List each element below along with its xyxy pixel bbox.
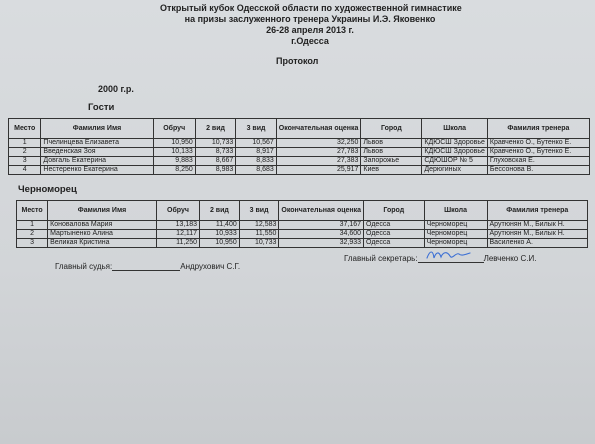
cell-place: 3 — [17, 239, 48, 248]
judge-name: Андрухович С.Г. — [180, 262, 241, 271]
cell-v2: 8,983 — [195, 166, 236, 175]
cell-v3: 8,833 — [236, 157, 277, 166]
cell-hoop: 11,250 — [156, 239, 199, 248]
cell-coach: Кравченко О., Бутенко Е. — [487, 139, 589, 148]
cell-total: 27,783 — [276, 148, 361, 157]
group-title-chernomorets: Черноморец — [18, 184, 77, 195]
table-header-row — [17, 201, 588, 221]
header-line-2: на призы заслуженного тренера Украины И.Э. Яковенко — [184, 14, 436, 24]
col-hoop: Обруч — [156, 201, 199, 221]
cell-total: 32,250 — [276, 139, 361, 148]
col-school: Школа — [422, 119, 487, 139]
cell-total: 37,167 — [279, 221, 364, 230]
cell-name: Нестеренко Екатерина — [41, 166, 153, 175]
col-total: Окончательная оценка — [279, 201, 364, 221]
cell-place: 3 — [9, 157, 41, 166]
cell-place: 2 — [9, 148, 41, 157]
cell-total: 25,917 — [276, 166, 361, 175]
cell-total: 34,600 — [279, 230, 364, 239]
cell-school: КДЮСШ Здоровье — [422, 139, 487, 148]
table-row — [17, 221, 588, 230]
table-row — [17, 230, 588, 239]
cell-name: Великая Кристина — [48, 239, 157, 248]
col-place: Место — [9, 119, 41, 139]
group-title-guests: Гости — [88, 102, 115, 113]
col-name: Фамилия Имя — [41, 119, 153, 139]
cell-v3: 12,583 — [239, 221, 279, 230]
cell-school: Черноморец — [424, 230, 487, 239]
cell-school: КДЮСШ Здоровье — [422, 148, 487, 157]
header-line-3: 26-28 апреля 2013 г. — [266, 25, 354, 35]
cell-v3: 10,733 — [239, 239, 279, 248]
cell-v2: 11,400 — [200, 221, 240, 230]
cell-v3: 10,567 — [236, 139, 277, 148]
cell-v2: 8,667 — [195, 157, 236, 166]
cell-school: СДЮШОР № 5 — [422, 157, 487, 166]
col-hoop: Обруч — [153, 119, 195, 139]
col-coach: Фамилия тренера — [487, 201, 587, 221]
cell-hoop: 12,117 — [156, 230, 199, 239]
cell-v3: 8,683 — [236, 166, 277, 175]
cell-name: Введенская Зоя — [41, 148, 153, 157]
header-line-4: г.Одесса — [291, 36, 329, 46]
cell-city: Одесса — [364, 221, 425, 230]
cell-hoop: 10,950 — [153, 139, 195, 148]
cell-v2: 10,933 — [200, 230, 240, 239]
year-group: 2000 г.р. — [98, 84, 134, 94]
col-name: Фамилия Имя — [48, 201, 157, 221]
cell-hoop: 9,883 — [153, 157, 195, 166]
col-city: Город — [364, 201, 425, 221]
cell-coach: Василенко А. — [487, 239, 587, 248]
cell-coach: Кравченко О., Бутенко Е. — [487, 148, 589, 157]
cell-coach: Арутюнян М., Билык Н. — [487, 221, 587, 230]
results-table-chernomorets — [16, 200, 588, 248]
secretary-label: Главный секретарь: — [344, 254, 418, 263]
protocol-title: Протокол — [276, 56, 319, 66]
col-v3: 3 вид — [236, 119, 277, 139]
cell-city: Львов — [361, 148, 422, 157]
judge-label: Главный судья: — [55, 262, 113, 271]
cell-city: Львов — [361, 139, 422, 148]
cell-total: 27,383 — [276, 157, 361, 166]
document-header — [160, 3, 460, 47]
cell-school: Черноморец — [424, 221, 487, 230]
cell-coach: Бессонова В. — [487, 166, 589, 175]
cell-name: Мартыненко Алина — [48, 230, 157, 239]
cell-school: Дерюгиных — [422, 166, 487, 175]
cell-v2: 8,733 — [195, 148, 236, 157]
cell-school: Черноморец — [424, 239, 487, 248]
col-total: Окончательная оценка — [276, 119, 361, 139]
table-row — [17, 239, 588, 248]
cell-v3: 8,917 — [236, 148, 277, 157]
cell-place: 1 — [17, 221, 48, 230]
cell-place: 1 — [9, 139, 41, 148]
table-row — [9, 148, 590, 157]
results-table-guests — [8, 118, 590, 175]
cell-city: Одесса — [364, 239, 425, 248]
col-coach: Фамилия тренера — [487, 119, 589, 139]
cell-hoop: 10,133 — [153, 148, 195, 157]
col-v3: 3 вид — [239, 201, 279, 221]
col-place: Место — [17, 201, 48, 221]
cell-name: Пчелинцева Елизавета — [41, 139, 153, 148]
cell-v3: 11,550 — [239, 230, 279, 239]
cell-coach: Глуховская Е. — [487, 157, 589, 166]
cell-place: 4 — [9, 166, 41, 175]
col-city: Город — [361, 119, 422, 139]
cell-v2: 10,733 — [195, 139, 236, 148]
col-school: Школа — [424, 201, 487, 221]
secretary-name: Левченко С.И. — [483, 254, 537, 263]
table-row — [9, 139, 590, 148]
judge-signature-line — [55, 262, 240, 271]
cell-place: 2 — [17, 230, 48, 239]
table-header-row — [9, 119, 590, 139]
signature-line — [112, 270, 180, 271]
col-v2: 2 вид — [200, 201, 240, 221]
secretary-handwritten-signature — [424, 246, 474, 264]
col-v2: 2 вид — [195, 119, 236, 139]
cell-coach: Арутюнян М., Билык Н. — [487, 230, 587, 239]
cell-city: Киев — [361, 166, 422, 175]
header-line-1: Открытый кубок Одесской области по художественной гимнастике — [160, 3, 462, 13]
cell-hoop: 13,183 — [156, 221, 199, 230]
cell-name: Довгаль Екатерина — [41, 157, 153, 166]
cell-city: Запорожье — [361, 157, 422, 166]
table-row — [9, 166, 590, 175]
cell-hoop: 8,250 — [153, 166, 195, 175]
cell-name: Коновалова Мария — [48, 221, 157, 230]
cell-city: Одесса — [364, 230, 425, 239]
cell-total: 32,933 — [279, 239, 364, 248]
table-row — [9, 157, 590, 166]
cell-v2: 10,950 — [200, 239, 240, 248]
